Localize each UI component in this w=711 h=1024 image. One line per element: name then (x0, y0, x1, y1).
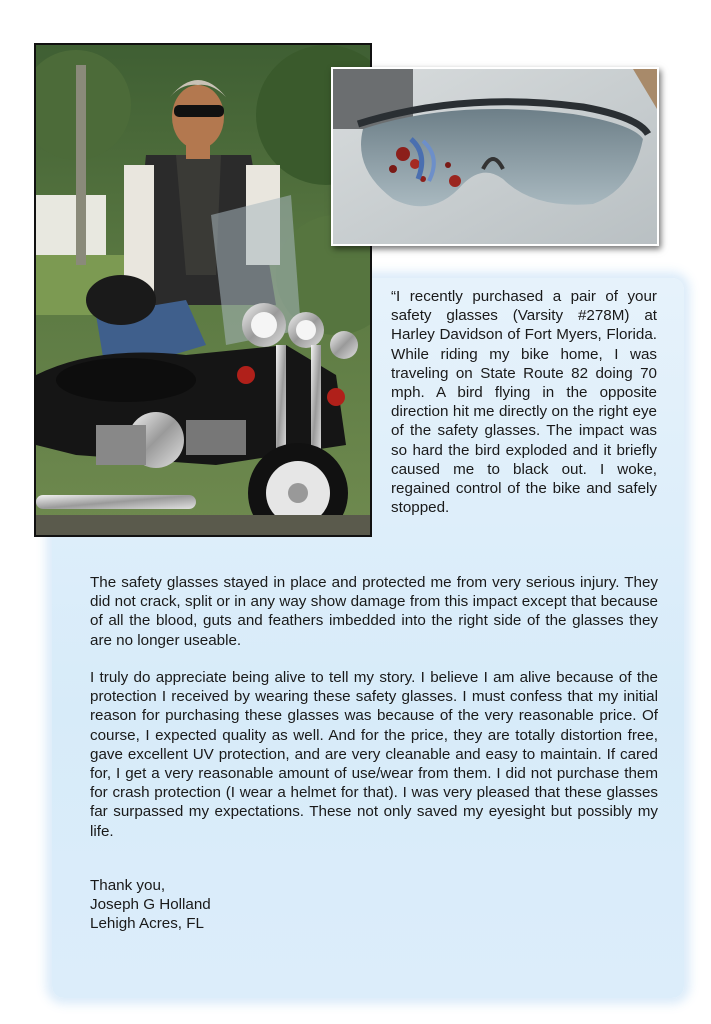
testimonial-quote: “I recently purchased a pair of your safety glasses (Varsity #278M) at Harley Davidson of Fort Myers, Florida. While riding my bike home, I was traveling on State Route 82 doing 70 mph. A bird flying in the opposite direction hit me directly on the right eye of the safety glasses. The impact was so hard the bird exploded and it briefly caused me to black out. I woke, regained control of the bike and safely stopped. (391, 288, 657, 517)
author-location: Lehigh Acres, FL (90, 915, 204, 933)
testimonial-paragraph-1: The safety glasses stayed in place and protected me from very serious injury. They did not crack, split or in any way show damage from this impact except that because of all the blood, guts and feathers imbedded into the right side of the glasses they are no longer useable. (90, 574, 658, 649)
signature-block (90, 876, 211, 934)
rider-motorcycle-photo (34, 43, 372, 537)
damaged-glasses-illustration (333, 69, 657, 244)
author-name: Joseph G Holland (90, 896, 211, 914)
salutation: Thank you, (90, 877, 166, 894)
testimonial-paragraph-2: I truly do appreciate being alive to tell my story. I believe I am alive because of the protection I received by wearing these safety glasses. I must confess that my initial reason for purchasing these glasses was because of the very reasonable price. Of course, I expected quality as well. And for the price, they are totally distortion free, gave excellent UV protection, and are very cleanable and easy to maintain. If cared for, I get a very reasonable amount of use/wear from them. I did not purchase them for crash protection (I wear a helmet for that). I was very pleased that these glasses far surpassed my expectations. These not only saved my eyesight but possibly my life. (90, 669, 658, 840)
damaged-glasses-photo (331, 67, 659, 246)
rider-motorcycle-illustration (36, 45, 370, 535)
